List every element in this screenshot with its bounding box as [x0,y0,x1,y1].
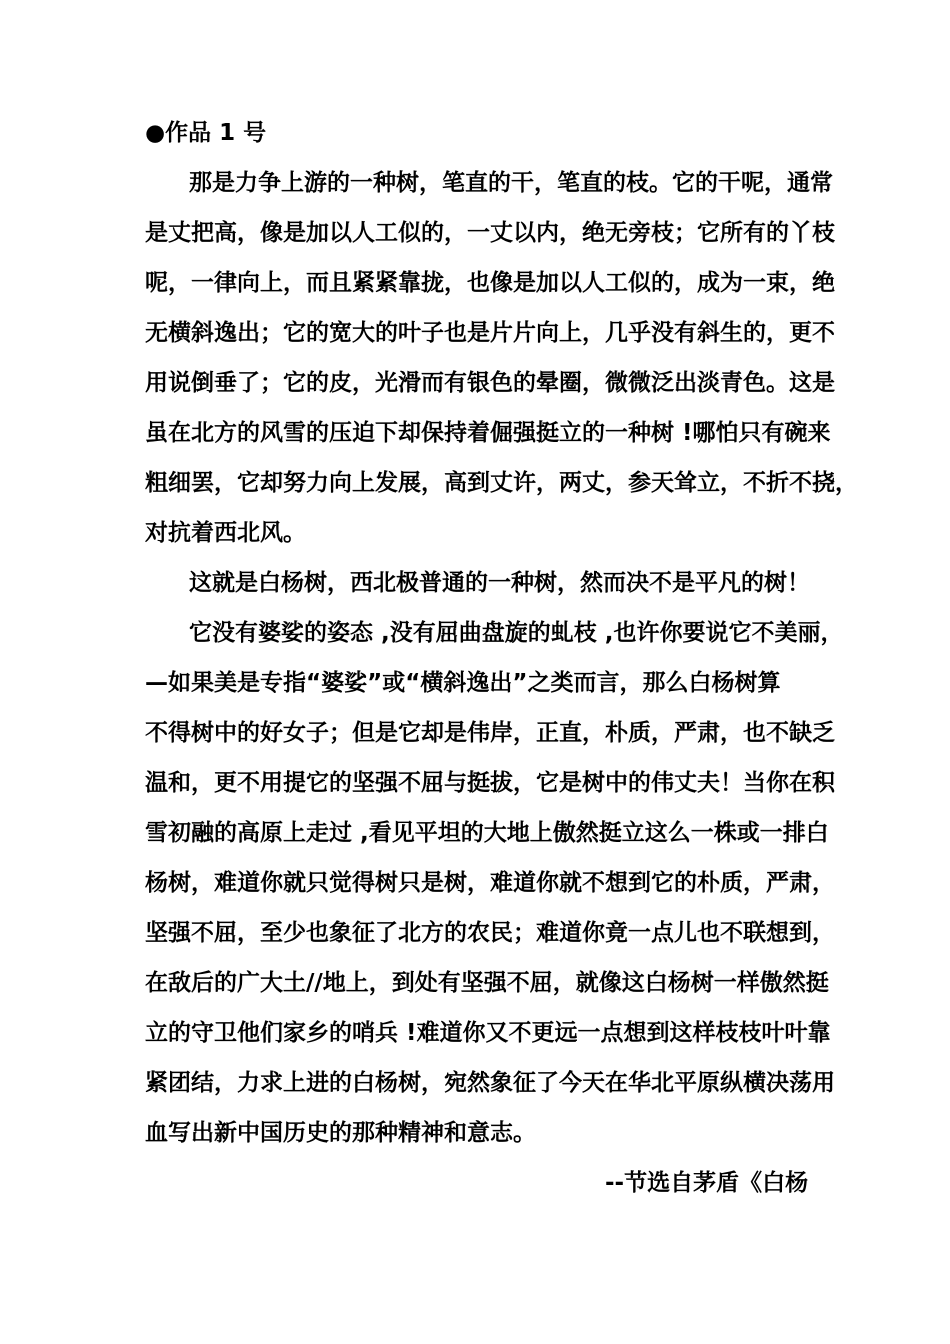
text-line: 坚强不屈，至少也象征了北方的农民；难道你竟一点儿也不联想到， [145,920,835,946]
text-line: 那是力争上游的一种树，笔直的干，笔直的枝。它的干呢，通常 [189,170,833,196]
text-line: 立的守卫他们家乡的哨兵 !难道你又不更远一点想到这样枝枝叶叶靠 [145,1020,831,1046]
text-line: 在敌后的广大土//地上，到处有坚强不屈，就像这白杨树一样傲然挺 [145,970,829,996]
text-line: 无横斜逸出；它的宽大的叶子也是片片向上，几乎没有斜生的，更不 [145,320,835,346]
text-line: 雪初融的高原上走过 ,看见平坦的大地上傲然挺立这么一株或一排白 [145,820,829,846]
text-line: 血写出新中国历史的那种精神和意志。 [145,1120,536,1146]
text-line: 这就是白杨树，西北极普通的一种树，然而决不是平凡的树！ [189,570,810,596]
text-line: 用说倒垂了；它的皮，光滑而有银色的晕圈，微微泛出淡青色。这是 [145,370,835,396]
text-line: 杨树，难道你就只觉得树只是树，难道你就不想到它的朴质，严肃， [145,870,835,896]
attribution: --节选自茅盾《白杨 [605,1170,809,1196]
text-line: 呢，一律向上，而且紧紧靠拢，也像是加以人工似的，成为一束，绝 [145,270,835,296]
text-line: 它没有婆娑的姿态 ,没有屈曲盘旋的虬枝 ,也许你要说它不美丽， [189,620,844,646]
text-line: 对抗着西北风。 [145,520,306,546]
text-line: 虽在北方的风雪的压迫下却保持着倔强挺立的一种树 !哪怕只有碗来 [145,420,831,446]
text-line: 不得树中的好女子；但是它却是伟岸，正直，朴质，严肃，也不缺乏 [145,720,835,746]
text-line: 是丈把高，像是加以人工似的，一丈以内，绝无旁枝；它所有的丫枝 [145,220,835,246]
text-line: 紧团结，力求上进的白杨树，宛然象征了今天在华北平原纵横决荡用 [145,1070,835,1096]
heading: ●作品 1 号 [145,120,267,146]
text-line: 粗细罢，它却努力向上发展，高到丈许，两丈，参天耸立，不折不挠， [145,470,858,496]
text-line: 温和，更不用提它的坚强不屈与挺拔，它是树中的伟丈夫！当你在积 [145,770,835,796]
text-line: —如果美是专指“婆娑”或“横斜逸出”之类而言，那么白杨树算 [145,670,781,696]
